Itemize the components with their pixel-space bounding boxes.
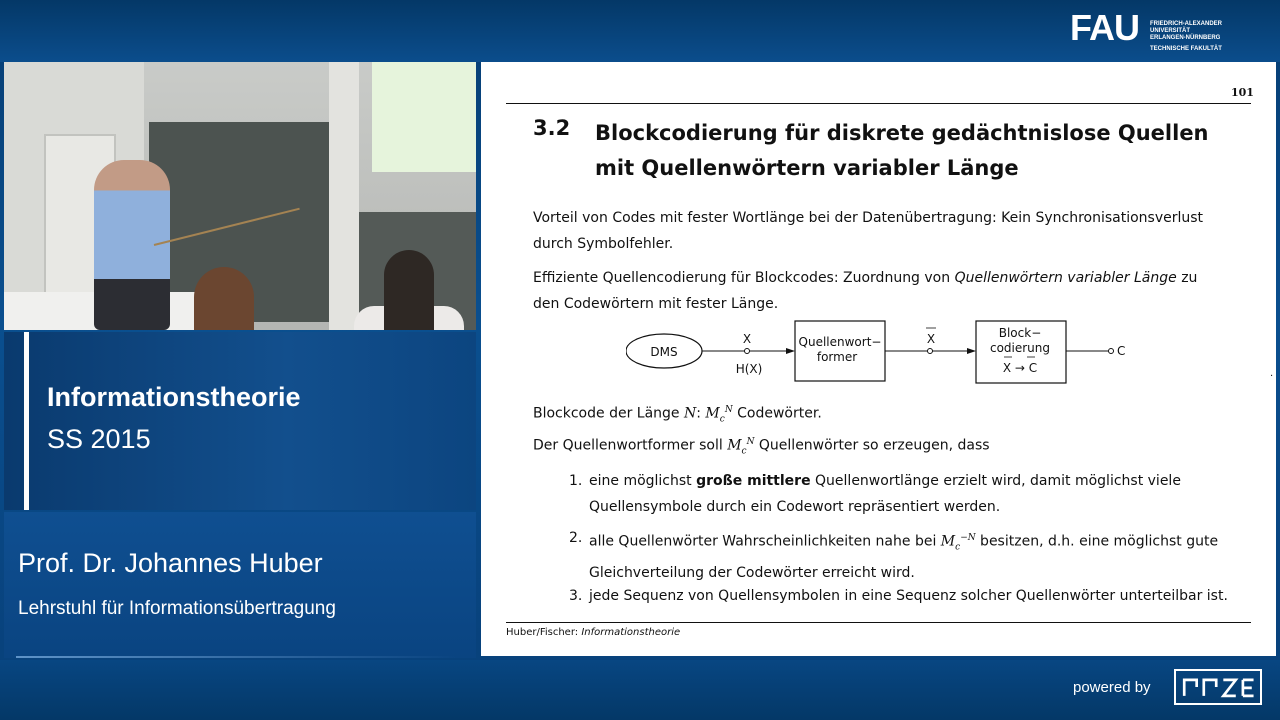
fau-logo-line2: UNIVERSITÄT [1150, 28, 1191, 34]
course-info-accent [24, 332, 29, 510]
stray-dot: . [1270, 368, 1274, 379]
video-projection [372, 62, 476, 172]
footer-title: Informationstheorie [581, 627, 681, 638]
math-mc-sup: N [724, 405, 733, 415]
video-pillar [329, 62, 359, 330]
paragraph-quellenwortformer [533, 429, 1223, 464]
section-number: 3.2 [533, 116, 571, 140]
speaker-divider [16, 656, 456, 658]
powered-by-label: powered by [1073, 679, 1151, 696]
list-item-1-b: Quellenwortlänge erzielt wird, damit möglichst viele Quellensymbole durch ein Codewort repräsentiert werden. [589, 473, 1181, 515]
fau-logo-line1: FRIEDRICH-ALEXANDER [1150, 21, 1222, 27]
slide-page-number: 101 [1231, 86, 1254, 99]
list-item-number: 1. [569, 473, 583, 489]
footer-authors: Huber/Fischer: [506, 627, 582, 638]
list-item-2-a: alle Quellenwörter Wahrscheinlichkeiten nahe bei [589, 533, 941, 550]
math-mc-3: M [940, 533, 956, 550]
course-title: Informationstheorie [47, 382, 301, 412]
lecture-video [4, 62, 476, 330]
rrze-logo-mark [1184, 680, 1253, 696]
paragraph-blockcode [533, 397, 1223, 432]
math-mc-3-sup: −N [960, 533, 976, 543]
video-lecturer [94, 160, 170, 330]
signal-x-label: X [742, 332, 752, 346]
course-info-panel [4, 332, 476, 510]
slide-top-rule [506, 103, 1251, 104]
speaker-panel [4, 512, 476, 658]
paragraph-blockcode-sep: : [696, 405, 706, 422]
blockcodierung-line3: X → C [1002, 361, 1038, 375]
lecture-slide [481, 62, 1276, 656]
list-item-1-a: eine möglichst [589, 473, 697, 489]
speaker-name: Prof. Dr. Johannes Huber [18, 548, 323, 578]
blockcodierung-line1: Block− [998, 326, 1042, 340]
section-title: Blockcodierung für diskrete gedächtnislose Quellen mit Quellenwörtern variabler Länge [595, 121, 1209, 180]
rrze-logo [1174, 669, 1262, 705]
math-mc-2-sub: c [741, 446, 747, 457]
slide-footer [506, 627, 680, 638]
signal-x-node [745, 349, 750, 354]
fau-logo [1070, 8, 1240, 56]
list-item-number: 2. [569, 530, 583, 546]
fau-logo-line3: ERLANGEN-NÜRNBERG [1150, 35, 1221, 41]
list-item-text [589, 525, 1229, 586]
math-mc-sub: c [719, 414, 725, 425]
slide-bottom-rule [506, 622, 1251, 623]
block-diagram [626, 317, 1146, 387]
math-n: N [684, 405, 697, 422]
paragraph-efficient-coding-a: Effiziente Quellencodierung für Blockcodes: Zuordnung von [533, 270, 955, 286]
dms-label: DMS [650, 345, 678, 359]
speaker-chair: Lehrstuhl für Informationsübertragung [18, 598, 336, 619]
signal-hx-label: H(X) [735, 362, 763, 376]
video-student-2 [384, 250, 434, 330]
signal-xvec-node [928, 349, 933, 354]
paragraph-quellenwortformer-a: Der Quellenwortformer soll [533, 437, 728, 454]
list-item-2-b: besitzen, d.h. eine möglichst gute Gleichverteilung der Codewörter erreicht wird. [589, 533, 1219, 582]
paragraph-blockcode-a: Blockcode der Länge [533, 405, 684, 422]
list-item-text [589, 468, 1229, 520]
fau-logo-text [1150, 21, 1240, 42]
paragraph-efficient-coding-em: Quellenwörtern variabler Länge [954, 270, 1177, 286]
arrowhead-2 [967, 348, 976, 354]
list-item-1-bold: große mittlere [696, 473, 811, 489]
blockcodierung-line2: codierung [989, 341, 1051, 355]
fau-logo-word: FAU [1070, 7, 1139, 48]
arrowhead-1 [786, 348, 795, 354]
paragraph-blockcode-b: Codewörter. [732, 405, 822, 422]
list-item-text: jede Sequenz von Quellensymbolen in eine Sequenz solcher Quellenwörter unterteilbar ist. [589, 588, 1228, 604]
output-node [1109, 349, 1114, 354]
course-term: SS 2015 [47, 424, 151, 454]
math-mc: M [705, 405, 720, 422]
paragraph-fixed-length: Vorteil von Codes mit fester Wortlänge bei der Datenübertragung: Kein Synchronisationsverlust durch Symbolfehler. [533, 210, 1204, 252]
math-mc-2-sup: N [746, 437, 755, 447]
math-mc-3-sub: c [955, 542, 961, 553]
signal-xvec-label: X [926, 332, 936, 346]
list-item-number: 3. [569, 588, 583, 604]
math-mc-2: M [727, 437, 742, 454]
paragraph-efficient-coding [533, 265, 1223, 317]
quellenwortformer-line1: Quellenwort− [798, 335, 882, 349]
paragraph-efficient-coding-b: zu den Codewörtern mit fester Länge. [533, 270, 1198, 312]
paragraph-quellenwortformer-b: Quellenwörter so erzeugen, dass [754, 437, 990, 454]
quellenwortformer-line2: former [816, 350, 858, 364]
output-label: C [1117, 344, 1126, 358]
video-student-1 [194, 267, 254, 330]
fau-logo-line4: TECHNISCHE FAKULTÄT [1150, 46, 1222, 52]
